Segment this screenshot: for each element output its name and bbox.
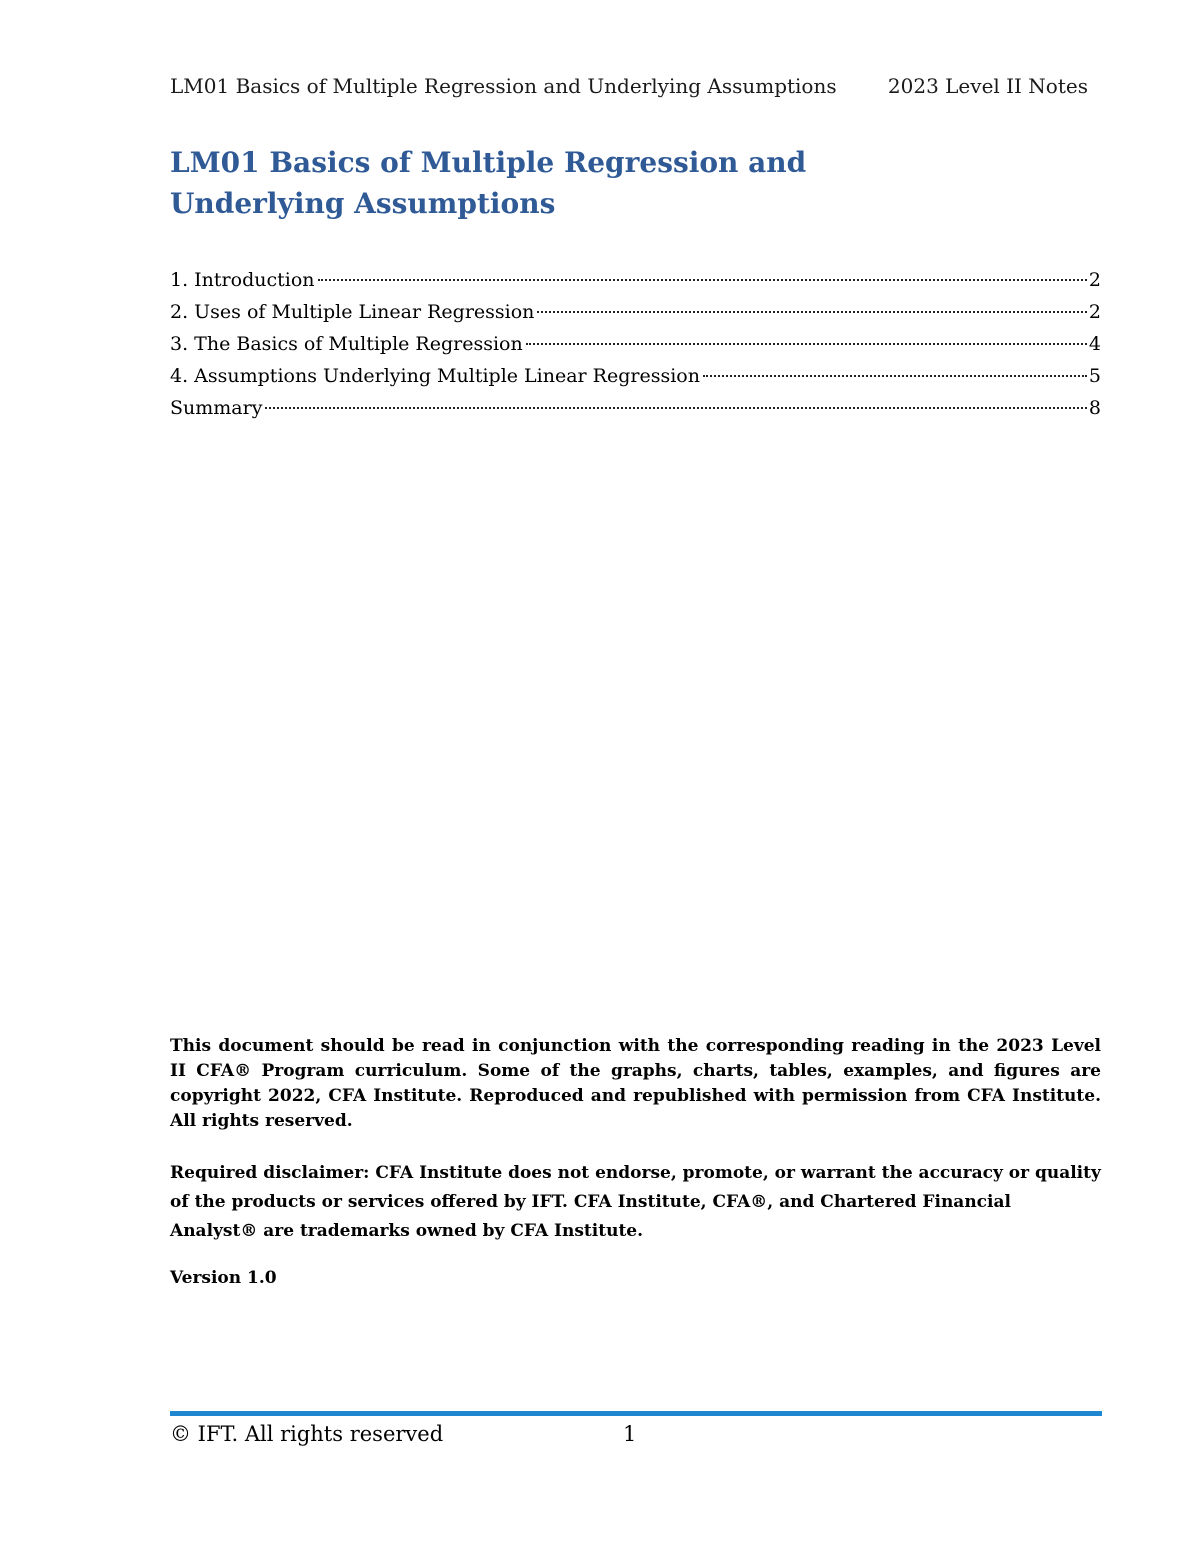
toc-item-label: Summary [170, 397, 263, 419]
toc-item-label: 4. Assumptions Underlying Multiple Linear Regression [170, 365, 700, 387]
toc-leader-dots [318, 279, 1087, 281]
version-label: Version 1.0 [170, 1268, 277, 1288]
toc-item-assumptions[interactable] [170, 362, 1101, 394]
toc-item-basics[interactable] [170, 330, 1101, 362]
running-header [170, 72, 1088, 100]
document-title: LM01 Basics of Multiple Regression and Underlying Assumptions [170, 146, 807, 220]
toc-item-page: 4 [1088, 333, 1101, 355]
toc-item-label: 2. Uses of Multiple Linear Regression [170, 301, 535, 323]
footer-divider [170, 1411, 1102, 1416]
toc-item-page: 5 [1088, 365, 1101, 387]
toc-item-summary[interactable] [170, 394, 1101, 426]
header-title: LM01 Basics of Multiple Regression and Underlying Assumptions [170, 74, 837, 98]
toc-item-page: 8 [1088, 397, 1101, 419]
toc-leader-dots [537, 311, 1087, 313]
page-number: 1 [623, 1422, 637, 1446]
page-footer [170, 1420, 1102, 1450]
copyright-notice: This document should be read in conjunction with the corresponding reading in the 2023 Level II CFA® Program curriculum. Some of the graphs, charts, tables, examples, and figures are copyright 2022, CFA Institute. Reproduced and republished with permission from CFA Institute. All rights reserved. [170, 1036, 1101, 1131]
toc-leader-dots [526, 343, 1087, 345]
footer-copyright: © IFT. All rights reserved [170, 1422, 444, 1446]
table-of-contents [170, 266, 1101, 426]
toc-item-label: 3. The Basics of Multiple Regression [170, 333, 523, 355]
header-notes-label: 2023 Level II Notes [887, 74, 1088, 98]
required-disclaimer: Required disclaimer: CFA Institute does not endorse, promote, or warrant the accuracy or quality of the products or services offered by IFT. CFA Institute, CFA®, and Chartered Financial Analyst® are trademarks owned by CFA Institute. [170, 1163, 1101, 1241]
toc-item-page: 2 [1088, 301, 1101, 323]
toc-leader-dots [703, 375, 1087, 377]
toc-item-introduction[interactable] [170, 266, 1101, 298]
toc-leader-dots [265, 407, 1086, 409]
toc-item-label: 1. Introduction [170, 269, 315, 291]
toc-item-page: 2 [1088, 269, 1101, 291]
toc-item-uses[interactable] [170, 298, 1101, 330]
disclaimer-block [170, 1034, 1101, 1291]
